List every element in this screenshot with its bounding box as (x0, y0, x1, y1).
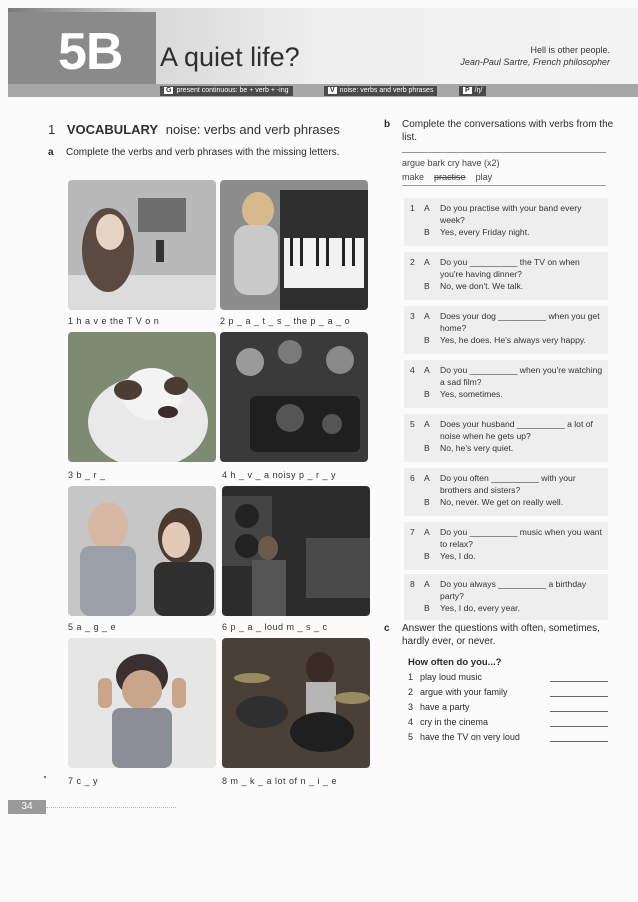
caption-4: 4 h _ v _ a noisy p _ r _ y (222, 470, 337, 480)
conversation-a-line: Does your dog __________ when you get home? (440, 311, 600, 333)
footer-line (46, 807, 176, 808)
page-number: 34 (8, 800, 46, 814)
conversation-b-line: Yes, every Friday night. (440, 227, 530, 237)
conversation-a-line: Does your husband __________ a lot of noise when he gets up? (440, 419, 593, 441)
conversation-a-line: Do you __________ the TV on when you're having dinner? (440, 257, 580, 279)
grammar-tag: G present continuous: be + verb + -ing (160, 86, 293, 96)
answer-blank[interactable] (550, 681, 608, 682)
conversation-b-line: Yes, sometimes. (440, 389, 503, 399)
question-item: 1 play loud music (408, 672, 608, 687)
conversation-3: 3 A Does your dog __________ when you get home? B Yes, he does. He's always very happy. (404, 306, 608, 354)
conversation-a-line: Do you practise with your band every week? (440, 203, 582, 225)
tag-bar (8, 84, 638, 97)
conversation-a-line: Do you __________ music when you want to relax? (440, 527, 602, 549)
caption-2: 2 p _ a _ t _ s _ the p _ a _ o (220, 316, 351, 326)
photo-piano (220, 180, 368, 310)
section-title: 1 VOCABULARY noise: verbs and verb phrases (48, 122, 340, 137)
conversation-a-line: Do you __________ when you're watching a sad film? (440, 365, 603, 387)
photo-music (222, 486, 370, 616)
conversation-2: 2 A Do you __________ the TV on when you're having dinner? B No, we don't. We talk. (404, 252, 608, 300)
caption-7: 7 c _ y (68, 776, 99, 786)
caption-8: 8 m _ k _ a lot of n _ i _ e (222, 776, 338, 786)
pronunciation-tag: P /ŋ/ (459, 86, 486, 96)
question-item: 3 have a party (408, 702, 608, 717)
margin-dot (44, 776, 46, 778)
vocabulary-tag: V noise: verbs and verb phrases (324, 86, 437, 96)
conversation-b-line: Yes, I do. (440, 551, 476, 561)
quote-text: Hell is other people. (530, 45, 610, 55)
word-list (402, 152, 606, 186)
photo-drums (222, 638, 370, 768)
caption-6: 6 p _ a _ loud m _ s _ c (222, 622, 328, 632)
question-item: 4 cry in the cinema (408, 717, 608, 732)
answer-blank[interactable] (550, 726, 608, 727)
answer-blank[interactable] (550, 711, 608, 712)
conversation-b-line: No, never. We get on really well. (440, 497, 564, 507)
workbook-page: 5B A quiet life? Hell is other people. Jean-Paul Sartre, French philosopher G present continuous: be + verb + -ing V noise: verbs and verb phrases P /ŋ/ 1 VOCABULARY noise: verbs and verb phrases a Complete the verbs and verb phrases with the missing letters. 1 h a v e the T V o n 2 p _ a _ t _ s _ the p _ a _ o 3 b _ r _ 4 h _ v _ a noisy p _ r _ y 5 a _ g _ e 6 p _ a _ loud m _ s _ c 7 c _ y 8 m _ k _ a lot of n _ i _ e b Complete the conversations with verbs from the list. argue bark cry have (x2) make practise play 1 A Do you practise with your band every week? B Yes, every Friday night. 2 A Do you __________ the TV on when you're having dinner? B No, we don't. We talk. 3 A Does your dog __________ when you get home? B Yes, he does. He's always very happy. 4 A Do you __________ when you're watching a sad film? B Yes, sometimes. 5 A Does your husband __________ a lot of noise when he gets up? B No, he's very quiet. 6 A Do you often __________ with your brothers and sisters? B No, never. We get on really well. 7 A Do you __________ music when you want to relax? B Yes, I do. 8 A Do you always __________ a birthday party? B Yes, I do, every year. c Answer the questions with often, sometimes, hardly ever, or never. How often do you...? 1 play loud music 2 argue with your family 3 have a party 4 cry in the cinema 5 have the TV on very loud 34 (0, 0, 638, 902)
conversation-5: 5 A Does your husband __________ a lot of noise when he gets up? B No, he's very quiet. (404, 414, 608, 462)
photo-argue (68, 486, 216, 616)
caption-1: 1 h a v e the T V o n (68, 316, 160, 326)
caption-3: 3 b _ r _ (68, 470, 106, 480)
conversation-b-line: Yes, I do, every year. (440, 603, 520, 613)
conversation-4: 4 A Do you __________ when you're watching a sad film? B Yes, sometimes. (404, 360, 608, 408)
question-item: 5 have the TV on very loud (408, 732, 608, 747)
word-list-line-1: argue bark cry have (x2) (402, 158, 500, 168)
photo-dog (68, 332, 216, 462)
question-item: 2 argue with your family (408, 687, 608, 702)
conversation-7: 7 A Do you __________ music when you want to relax? B Yes, I do. (404, 522, 608, 570)
how-often-prompt: How often do you...? (408, 657, 502, 668)
conversation-8: 8 A Do you always __________ a birthday party? B Yes, I do, every year. (404, 574, 608, 620)
conversation-1: 1 A Do you practise with your band every week? B Yes, every Friday night. (404, 198, 608, 246)
word-list-line-2: make practise play (402, 172, 493, 182)
conversation-b-line: No, he's very quiet. (440, 443, 514, 453)
unit-header (8, 8, 638, 100)
conversation-a-line: Do you often __________ with your brothers and sisters? (440, 473, 576, 495)
conversation-b-line: No, we don't. We talk. (440, 281, 524, 291)
quote (460, 44, 610, 68)
conversation-b-line: Yes, he does. He's always very happy. (440, 335, 586, 345)
answer-blank[interactable] (550, 741, 608, 742)
question-list (408, 672, 608, 747)
conversation-a-line: Do you always __________ a birthday party? (440, 579, 587, 601)
conversation-6: 6 A Do you often __________ with your brothers and sisters? B No, never. We get on really well. (404, 468, 608, 516)
photo-cry (68, 638, 216, 768)
photo-party (220, 332, 368, 462)
answer-blank[interactable] (550, 696, 608, 697)
quote-author: Jean-Paul Sartre, French philosopher (460, 57, 610, 67)
photo-tv (68, 180, 216, 310)
unit-number: 5B (58, 23, 123, 81)
unit-title: A quiet life? (160, 42, 300, 72)
caption-5: 5 a _ g _ e (68, 622, 117, 632)
